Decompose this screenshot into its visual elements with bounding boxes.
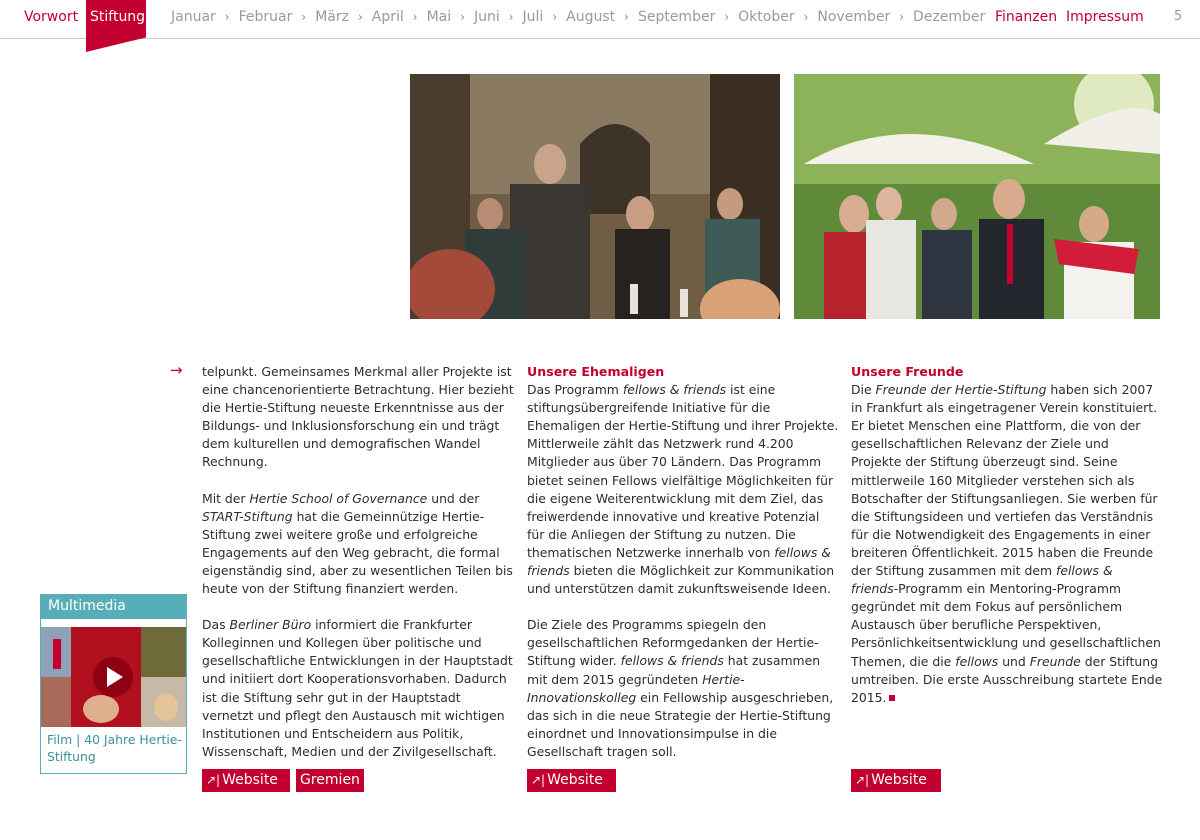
nav-month-august[interactable]: August [566,9,616,25]
chevron-right-icon: › [552,10,558,24]
month-navigation [171,9,985,25]
end-mark-icon [889,695,895,701]
nav-month-september[interactable]: September [637,9,716,25]
chevron-right-icon: › [899,10,905,24]
nav-month-juni[interactable]: Juni [473,9,500,25]
chevron-right-icon: › [224,10,230,24]
website-button-hertie[interactable]: ↗| Website [202,769,290,792]
text-column-3 [851,363,1163,725]
paragraph: telpunkt. Gemeinsames Merkmal aller Projekte ist eine chancenorientierte Betrachtung. Hier bezieht die Hertie-Stiftung neueste Erkenntnisse aus der Bildungs- und Inklusionsforschung ein und trägt dem kulturellen und demografischen Wandel Rechnung. [202,364,514,470]
event-photo-garden [794,74,1160,319]
arrow-right-icon: → [170,361,183,379]
text-column-1 [202,363,514,779]
external-link-icon: ↗| [855,773,870,787]
nav-impressum[interactable]: Impressum [1066,9,1144,25]
paragraph: Das Programm fellows & friends ist eine stiftungsübergreifende Initiative für die Ehemaligen der Hertie-Stiftung und ihrer Projekte. Mittlerweile zählt das Netzwerk rund 4.200 Mitglieder aus über 70 Ländern. Das Programm bietet seinen Fellows vielfältige Möglichkeiten für die eigene Weiterentwicklung mit dem Ziel, das freiwerdende innovative und kreative Potenzial für die Anliegen der Stiftung zu nutzen. Die thematischen Netzwerke innerhalb von fellows & friends bieten die Möglichkeit zur Kommunikation und unterstützen damit zukunftsweisende Ideen. [527,382,839,597]
video-thumbnail[interactable] [41,627,186,727]
nav-vorwort[interactable]: Vorwort [24,9,79,25]
external-link-icon: ↗| [531,773,546,787]
nav-month-april[interactable]: April [371,9,404,25]
paragraph: Die Freunde der Hertie-Stiftung haben sich 2007 in Frankfurt als eingetragener Verein konstituiert. Er bietet Menschen eine Plattform, die von der gesellschaftlichen Relevanz der Ziele und Projekte der Stiftung überzeugt sind. Seine mittlerweile 160 Mitglieder verstehen sich als Botschafter der Stiftungsanliegen. Sie werben für die Stiftungsideen und vertiefen das Verständnis für die Notwendigkeit des Engagements in einer breiteren Öffentlichkeit. 2015 haben die Freunde der Stiftung zusammen mit dem fellows & friends-Programm ein Mentoring-Programm gegründet mit dem Fokus auf persönlichem Austausch über berufliche Perspektiven, Persönlichkeitsentwicklung und gesellschaftlichen Themen, die die fellows und Freunde der Stiftung umtreiben. Die erste Ausschreibung startete Ende 2015. [851,382,1163,705]
nav-month-februar[interactable]: Februar [238,9,293,25]
section-heading-ehemalige: Unsere Ehemaligen [527,364,665,379]
chevron-right-icon: › [412,10,418,24]
event-photo-reception [410,74,780,319]
paragraph: Das Berliner Büro informiert die Frankfurter Kolleginnen und Kollegen über politische und gesellschaftliche Entwicklungen in der Hauptstadt und initiiert dort Kooperationsvorhaben. Dadurch ist die Stiftung sehr gut in der Hauptstadt vernetzt und pflegt den Austausch mit wichtigen Institutionen und Entscheidern aus Politik, Wissenschaft, Medien und der Zivilgesellschaft. [202,617,513,759]
chevron-right-icon: › [803,10,809,24]
nav-month-dezember[interactable]: Dezember [913,9,986,25]
website-button-ehemalige[interactable]: ↗| Website [527,769,616,792]
section-heading-freunde: Unsere Freunde [851,364,964,379]
nav-month-mai[interactable]: Mai [426,9,452,25]
chevron-right-icon: › [724,10,730,24]
chevron-right-icon: › [508,10,514,24]
page-number: 5 [1174,9,1183,24]
active-tab-marker [86,0,146,52]
nav-stiftung[interactable]: Stiftung [90,9,146,25]
chevron-right-icon: › [624,10,629,24]
nav-month-november[interactable]: November [817,9,891,25]
chevron-right-icon: › [460,10,465,24]
chevron-right-icon: › [301,10,307,24]
website-button-freunde[interactable]: ↗| Website [851,769,941,792]
multimedia-header: Multimedia [40,594,187,618]
gremien-button[interactable]: Gremien [296,769,364,792]
nav-month-juli[interactable]: Juli [522,9,544,25]
video-caption-link[interactable]: Film | 40 Jahre Hertie-Stiftung [47,732,182,764]
nav-month-januar[interactable]: Januar [171,9,216,25]
nav-month-oktober[interactable]: Oktober [738,9,795,25]
nav-month-maerz[interactable]: März [315,9,349,25]
chevron-right-icon: › [357,10,363,24]
nav-finanzen[interactable]: Finanzen [995,9,1058,25]
text-column-2 [527,363,839,779]
top-navigation [0,0,1200,39]
play-icon[interactable] [93,657,133,697]
external-link-icon: ↗| [206,773,221,787]
multimedia-box [40,618,187,774]
paragraph: Mit der Hertie School of Governance und der START-Stiftung hat die Gemeinnützige Hertie-Stiftung zwei weitere große und erfolgreiche Engagements auf den Weg gebracht, die formal eigenständig sind, aber zu wesentlichen Teilen bis heute von der Stiftung finanziert werden. [202,490,513,597]
paragraph: Die Ziele des Programms spiegeln den gesellschaftlichen Reformgedanken der Hertie-Stiftung wider. fellows & friends hat zusammen mit dem 2015 gegründeten Hertie-Innovationskolleg ein Fellowship ausgeschrieben, das sich in die neue Strategie der Hertie-Stiftung einordnet und Innovationsimpulse in die Gesellschaft tragen soll. [527,617,834,759]
